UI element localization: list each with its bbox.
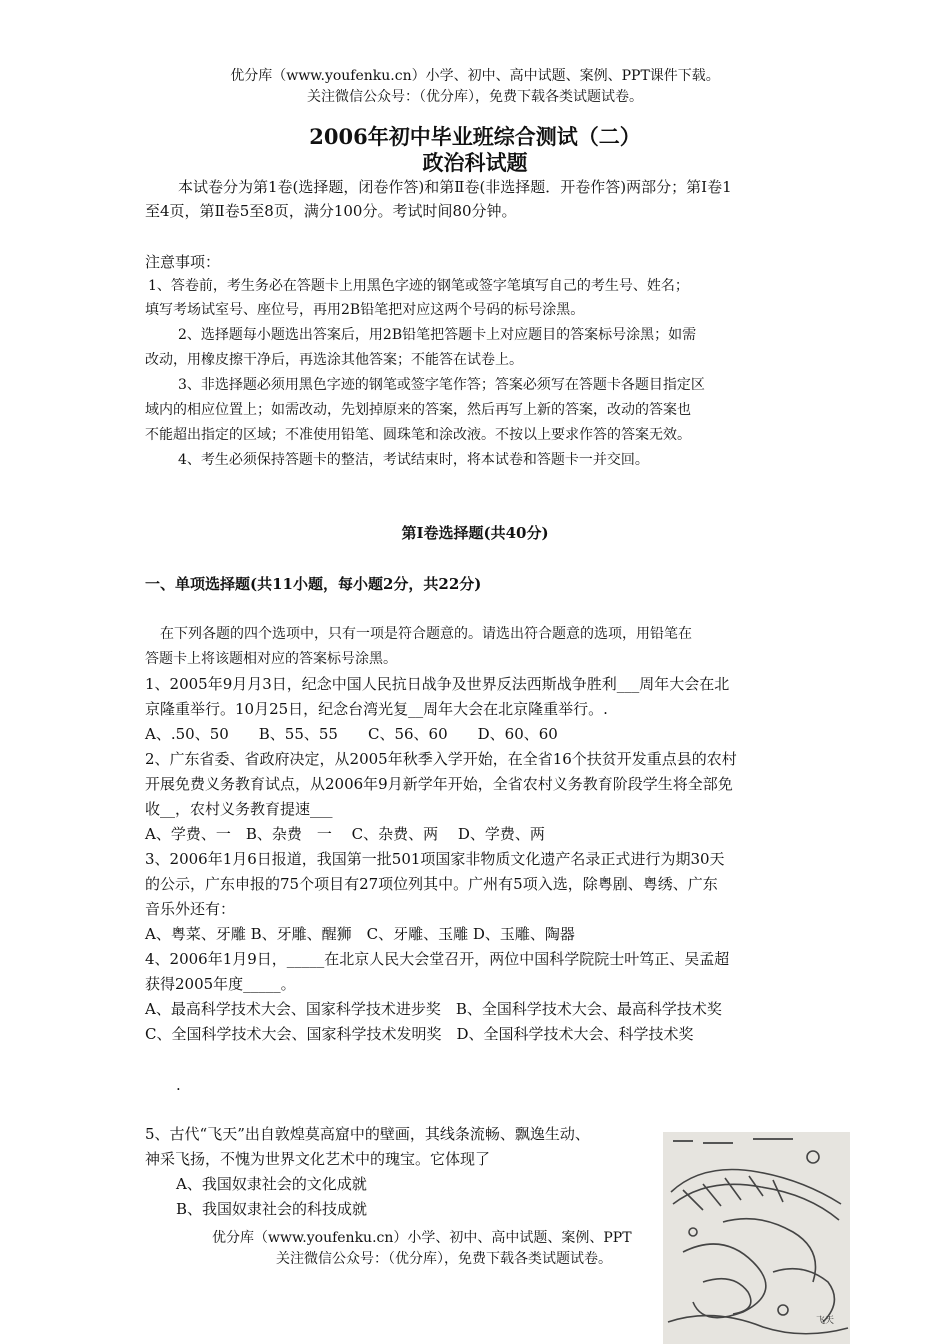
notice-line: 不能超出指定的区域；不准使用铅笔、圆珠笔和涂改液。不按以上要求作答的答案无效。 bbox=[145, 427, 691, 443]
page-title: 2006年初中毕业班综合测试（二） bbox=[309, 124, 641, 149]
question-3-line: 音乐外还有： bbox=[145, 900, 236, 918]
section-title: 第Ⅰ卷选择题(共40分) bbox=[401, 524, 549, 542]
notice-heading: 注意事项： bbox=[145, 253, 221, 271]
page-subtitle: 政治科试题 bbox=[422, 150, 528, 175]
question-2-line: 2、广东省委、省政府决定，从2005年秋季入学开始，在全省16个扶贫开发重点县的农村 bbox=[145, 750, 737, 768]
question-4-options: A、最高科学技术大会、国家科学技术进步奖 B、全国科学技术大会、最高科学技术奖 bbox=[145, 1000, 722, 1018]
question-5-option: B、我国奴隶社会的科技成就 bbox=[176, 1200, 368, 1218]
question-3-line: 3、2006年1月6日报道，我国第一批501项国家非物质文化遗产名录正式进行为期30天 bbox=[145, 850, 725, 868]
notice-line: 1、答卷前，考生务必在答题卡上用黑色字迹的钢笔或签字笔填写自己的考生号、姓名； bbox=[148, 278, 689, 294]
stray-dot: . bbox=[176, 1076, 181, 1094]
header-line-2: 关注微信公众号：（优分库），免费下载各类试题试卷。 bbox=[307, 89, 643, 105]
question-4-options: C、全国科学技术大会、国家科学技术发明奖 D、全国科学技术大会、科学技术奖 bbox=[145, 1025, 694, 1043]
question-5-option: A、我国奴隶社会的文化成就 bbox=[176, 1175, 367, 1193]
question-1-line: 京隆重举行。10月25日，纪念台湾光复__周年大会在北京隆重举行。. bbox=[145, 700, 608, 718]
question-4-line: 获得2005年度_____。 bbox=[145, 975, 296, 993]
footer-line-1: 优分库（www.youfenku.cn）小学、初中、高中试题、案例、PPT bbox=[212, 1230, 632, 1246]
footer-line-2: 关注微信公众号：（优分库），免费下载各类试题试卷。 bbox=[276, 1251, 612, 1267]
notice-line: 4、考生必须保持答题卡的整洁，考试结束时，将本试卷和答题卡一并交回。 bbox=[178, 452, 649, 468]
question-1-options: A、.50、50 B、55、55 C、56、60 D、60、60 bbox=[145, 725, 558, 743]
question-5-line: 神采飞扬，不愧为世界文化艺术中的瑰宝。它体现了 bbox=[145, 1150, 491, 1168]
question-3-line: 的公示，广东申报的75个项目有27项位列其中。广州有5项入选，除粤剧、粤绣、广东 bbox=[145, 875, 718, 893]
figure-caption: 飞天 bbox=[815, 1316, 834, 1326]
instruction-line: 在下列各题的四个选项中，只有一项是符合题意的。请选出符合题意的选项，用铅笔在 bbox=[160, 626, 692, 642]
question-3-options: A、粤菜、牙雕 B、牙雕、醒狮 C、牙雕、玉雕 D、玉雕、陶器 bbox=[145, 925, 575, 943]
notice-line: 2、选择题每小题选出答案后，用2B铅笔把答题卡上对应题目的答案标号涂黑；如需 bbox=[178, 327, 697, 343]
question-4-line: 4、2006年1月9日，_____在北京人民大会堂召开，两位中国科学院院士叶笃正、吴孟超 bbox=[145, 950, 730, 968]
question-1-line: 1、2005年9月月3日，纪念中国人民抗日战争及世界反法西斯战争胜利___周年大会在北 bbox=[145, 675, 730, 693]
notice-line: 改动，用橡皮擦干净后，再选涂其他答案；不能答在试卷上。 bbox=[145, 352, 523, 368]
notice-line: 填写考场试室号、座位号，再用2B铅笔把对应这两个号码的标号涂黑。 bbox=[145, 302, 585, 318]
notice-line: 3、非选择题必须用黑色字迹的钢笔或签字笔作答；答案必须写在答题卡各题目指定区 bbox=[178, 377, 705, 393]
question-2-line: 收__，农村义务教育提速___ bbox=[145, 800, 333, 818]
intro-line-1: 本试卷分为第1卷(选择题，闭卷作答)和第Ⅱ卷(非选择题．开卷作答)两部分；第Ⅰ卷1 bbox=[178, 178, 732, 196]
intro-line-2: 至4页，第Ⅱ卷5至8页，满分100分。考试时间80分钟。 bbox=[145, 202, 517, 220]
notice-line: 域内的相应位置上；如需改动，先划掉原来的答案，然后再写上新的答案，改动的答案也 bbox=[145, 402, 691, 418]
question-2-line: 开展免费义务教育试点，从2006年9月新学年开始，全省农村义务教育阶段学生将全部免 bbox=[145, 775, 733, 793]
flying-apsaras-image bbox=[663, 1132, 850, 1344]
question-2-options: A、学费、一 B、杂费 一 C、杂费、两 D、学费、两 bbox=[145, 825, 545, 843]
instruction-line: 答题卡上将该题相对应的答案标号涂黑。 bbox=[145, 651, 397, 667]
question-5-line: 5、古代“飞天”出自敦煌莫高窟中的壁画，其线条流畅、飘逸生动、 bbox=[145, 1125, 590, 1143]
header-line-1: 优分库（www.youfenku.cn）小学、初中、高中试题、案例、PPT课件下载。 bbox=[230, 68, 720, 84]
part-title: 一、单项选择题(共11小题，每小题2分，共22分) bbox=[145, 575, 482, 593]
